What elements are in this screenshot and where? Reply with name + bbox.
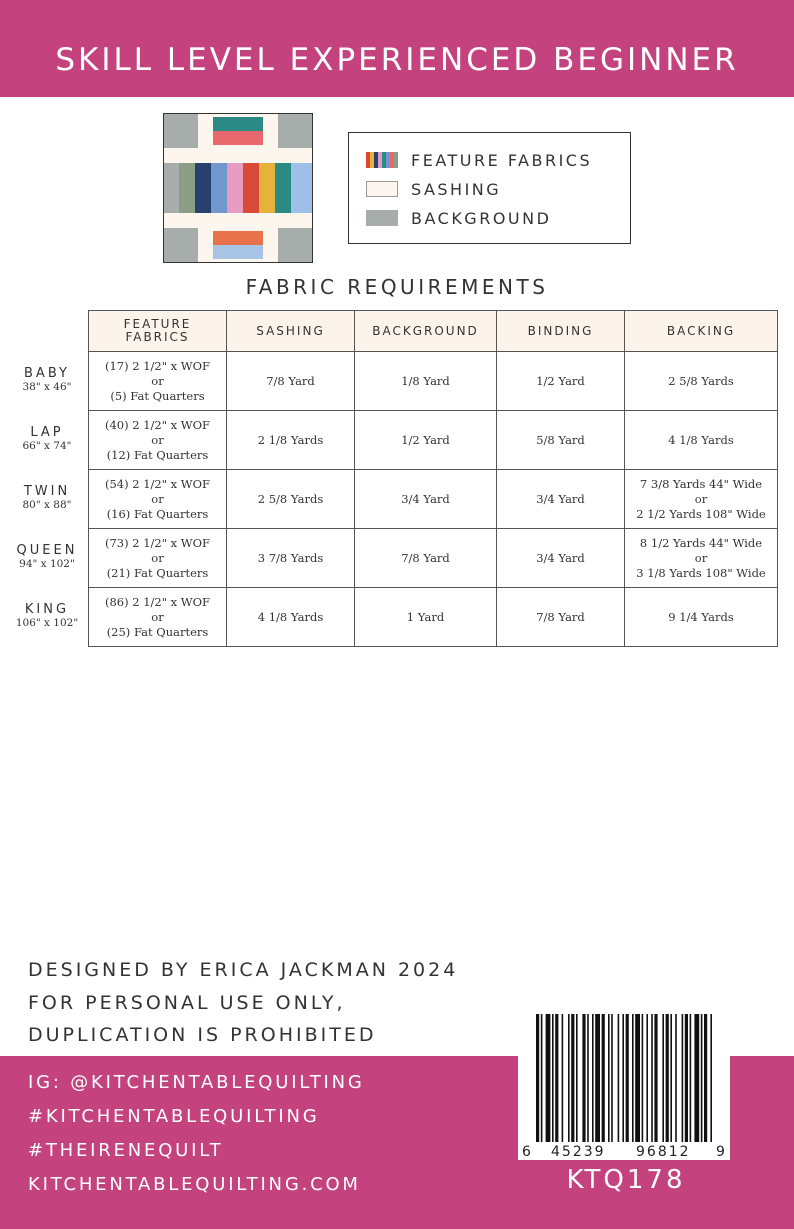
barcode-bar [701,1014,703,1142]
background-cell: 1/8 Yard [355,352,497,411]
hashtag: #KITCHENTABLEQUILTING [28,1106,320,1127]
size-dimensions: 80" x 88" [22,499,72,511]
feature-line: (12) Fat Quarters [106,447,209,462]
backing-line: 2 1/2 Yards 108" Wide [636,506,766,521]
binding-cell: 1/2 Yard [497,352,625,411]
legend-label: FEATURE FABRICS [411,150,593,170]
table-row [89,352,778,411]
feature-line: (86) 2 1/2" x WOF [104,594,211,609]
background-cell: 7/8 Yard [355,529,497,588]
legend-item-feature [366,151,592,169]
feature-line: (21) Fat Quarters [106,565,209,580]
table-row [89,470,778,529]
size-label-queen [8,543,86,570]
backing-cell [625,470,778,529]
sashing-cell: 2 5/8 Yards [227,470,355,529]
size-name: LAP [30,425,64,440]
product-code: KTQ178 [566,1165,686,1195]
quilt-corner-block [164,228,198,262]
barcode-bar [694,1014,699,1142]
sashing-cell: 3 7/8 Yards [227,529,355,588]
barcode-bar [611,1014,613,1142]
fabric-requirements-title: FABRIC REQUIREMENTS [245,275,549,299]
feature-line: (54) 2 1/2" x WOF [104,476,211,491]
size-name: QUEEN [16,543,78,558]
barcode-bar [642,1014,644,1142]
barcode-bar [602,1014,605,1142]
backing-line: 9 1/4 Yards [668,609,734,624]
barcode-digit-group: 45239 [551,1144,606,1160]
legend-label: SASHING [411,179,502,199]
barcode-bar [626,1014,629,1142]
quilt-top-stripe [213,131,263,145]
size-dimensions: 106" x 102" [15,617,79,629]
barcode-bar [682,1014,684,1142]
binding-cell: 3/4 Yard [497,470,625,529]
backing-cell [625,352,778,411]
header-line: FABRICS [125,330,190,344]
size-label-king [8,602,86,629]
barcode-bar [582,1014,585,1142]
size-label-baby [8,366,86,393]
header-line: FEATURE [123,317,192,331]
instagram-handle: IG: @KITCHENTABLEQUILTING [28,1072,365,1093]
quilt-top-stripe [213,117,263,131]
quilt-center-strip [227,163,243,213]
barcode-bar [622,1014,624,1142]
backing-line: or [694,550,708,565]
backing-line: 2 5/8 Yards [668,373,734,388]
quilt-center-strip [211,163,227,213]
table-header-row [89,311,778,352]
barcode-bar [651,1014,653,1142]
sashing-swatch [366,181,398,197]
size-name: TWIN [23,484,71,499]
legend-item-background [366,209,551,227]
size-name: BABY [24,366,70,381]
barcode-bar [555,1014,558,1142]
quilt-corner-block [164,114,198,148]
table-row [89,529,778,588]
quilt-center-strip [195,163,211,213]
binding-cell: 7/8 Yard [497,588,625,647]
feature-cell [89,411,227,470]
backing-cell [625,529,778,588]
background-swatch [366,210,398,226]
header-sashing: SASHING [227,311,355,352]
feature-line: (5) Fat Quarters [110,388,205,403]
backing-cell [625,588,778,647]
fabric-legend [348,132,631,244]
barcode-bar [635,1014,640,1142]
binding-cell: 5/8 Yard [497,411,625,470]
header-feature-fabrics [89,311,227,352]
table-row [89,411,778,470]
barcode-bar [562,1014,564,1142]
barcode-digit: 9 [716,1144,725,1160]
feature-line: (25) Fat Quarters [106,624,209,639]
barcode-bar [685,1014,688,1142]
credit-line: FOR PERSONAL USE ONLY, [28,991,346,1014]
size-dimensions: 38" x 46" [22,381,72,393]
barcode-bars [518,1008,730,1160]
barcode-bar [608,1014,610,1142]
quilt-center-strip [259,163,275,213]
barcode-bar [666,1014,669,1142]
skill-level-heading: SKILL LEVEL EXPERIENCED BEGINNER [55,42,739,78]
sashing-cell: 2 1/8 Yards [227,411,355,470]
credit-line: DUPLICATION IS PROHIBITED [28,1024,377,1046]
quilt-center-strip [291,163,312,213]
table-row [89,588,778,647]
background-cell: 3/4 Yard [355,470,497,529]
barcode-bar [571,1014,574,1142]
feature-cell [89,529,227,588]
binding-cell: 3/4 Yard [497,529,625,588]
barcode-bar [675,1014,677,1142]
sashing-cell: 4 1/8 Yards [227,588,355,647]
feature-cell [89,352,227,411]
quilt-bottom-stripe [213,231,263,245]
feature-line: (17) 2 1/2" x WOF [104,358,211,373]
feature-line: (16) Fat Quarters [106,506,209,521]
quilt-bottom-stripe [213,245,263,259]
quilt-thumbnail [163,113,313,263]
website-link: KITCHENTABLEQUILTING.COM [28,1174,361,1195]
barcode-bar [541,1014,543,1142]
barcode-bar [632,1014,634,1142]
barcode-bar [568,1014,570,1142]
barcode-bar [618,1014,620,1142]
feature-line: or [151,373,164,388]
sashing-cell: 7/8 Yard [227,352,355,411]
feature-line: (73) 2 1/2" x WOF [104,535,211,550]
size-label-lap [8,425,86,452]
feature-line: (40) 2 1/2" x WOF [104,417,211,432]
legend-item-sashing [366,180,501,198]
barcode-bar [592,1014,594,1142]
barcode-bar [690,1014,692,1142]
fabric-requirements-table [88,310,778,647]
quilt-center-strip [179,163,195,213]
barcode-bar [670,1014,672,1142]
size-name: KING [24,602,70,617]
barcode-bar [546,1014,551,1142]
feature-line: or [151,491,164,506]
backing-line: 8 1/2 Yards 44" Wide [639,535,763,550]
legend-label: BACKGROUND [411,208,552,228]
designer-credits [28,954,458,1052]
feature-fabrics-swatch [366,152,398,168]
barcode-bar [536,1014,539,1142]
feature-line: or [151,609,164,624]
background-cell: 1/2 Yard [355,411,497,470]
barcode-bar [552,1014,554,1142]
quilt-center-strip [164,163,179,213]
barcode-bar [595,1014,600,1142]
hashtag: #THEIRENEQUILT [28,1140,224,1161]
barcode-bar [654,1014,657,1142]
barcode-bar [587,1014,589,1142]
social-links [28,1066,365,1202]
header-backing: BACKING [625,311,778,352]
quilt-corner-block [278,228,312,262]
feature-line: or [151,550,164,565]
size-dimensions: 94" x 102" [19,558,75,570]
quilt-center-strip [275,163,291,213]
backing-line: or [694,491,708,506]
barcode-digit-group: 96812 [636,1144,691,1160]
quilt-corner-block [278,114,312,148]
backing-line: 7 3/8 Yards 44" Wide [639,476,763,491]
barcode-digit: 6 [522,1144,531,1160]
feature-cell [89,470,227,529]
barcode-bar [710,1014,712,1142]
barcode-bar [576,1014,578,1142]
barcode [518,1008,730,1160]
size-label-twin [8,484,86,511]
barcode-bar [646,1014,648,1142]
feature-cell [89,588,227,647]
size-dimensions: 66" x 74" [22,440,72,452]
backing-cell [625,411,778,470]
header-background: BACKGROUND [355,311,497,352]
barcode-bar [704,1014,707,1142]
backing-line: 3 1/8 Yards 108" Wide [636,565,766,580]
barcode-bar [662,1014,664,1142]
credit-line: DESIGNED BY ERICA JACKMAN 2024 [28,959,459,981]
quilt-center-strip [243,163,259,213]
backing-line: 4 1/8 Yards [668,432,734,447]
background-cell: 1 Yard [355,588,497,647]
header-binding: BINDING [497,311,625,352]
feature-line: or [151,432,164,447]
